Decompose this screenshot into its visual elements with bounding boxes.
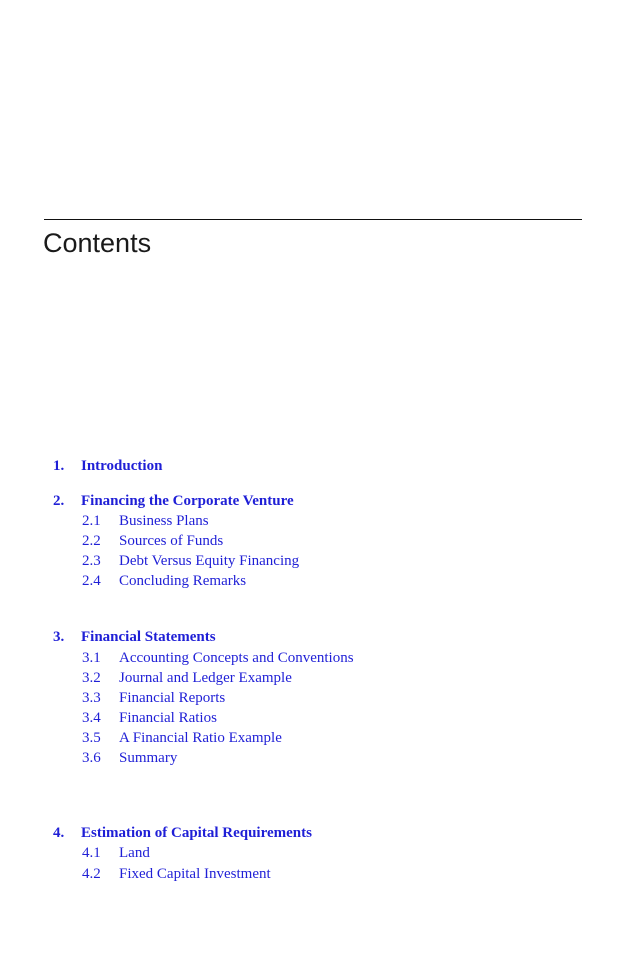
heading-rule <box>44 219 582 220</box>
chapter-title: Introduction <box>81 458 163 474</box>
section-number: 3.6 <box>82 750 101 766</box>
section-number: 3.3 <box>82 690 101 706</box>
chapter-title: Financial Statements <box>81 629 216 645</box>
section-number: 2.4 <box>82 573 101 589</box>
toc-section-3-2[interactable] <box>82 668 292 688</box>
section-title: Debt Versus Equity Financing <box>119 553 300 569</box>
section-number: 4.2 <box>82 866 101 882</box>
section-title: Sources of Funds <box>119 533 224 549</box>
toc-chapter-1[interactable] <box>53 456 162 476</box>
chapter-number: 2. <box>53 493 65 509</box>
section-title: Journal and Ledger Example <box>119 670 292 686</box>
toc-section-4-2[interactable] <box>82 864 271 884</box>
section-number: 2.3 <box>82 553 101 569</box>
toc-section-3-3[interactable] <box>82 688 225 708</box>
section-title: Business Plans <box>119 513 209 529</box>
section-title: Concluding Remarks <box>119 573 247 589</box>
chapter-title: Financing the Corporate Venture <box>81 493 294 509</box>
section-number: 3.2 <box>82 670 101 686</box>
toc-chapter-4[interactable] <box>53 823 312 843</box>
section-number: 4.1 <box>82 845 101 861</box>
section-number: 3.4 <box>82 710 101 726</box>
chapter-number: 4. <box>53 825 65 841</box>
chapter-title: Estimation of Capital Requirements <box>81 825 312 841</box>
toc-section-4-1[interactable] <box>82 843 150 863</box>
toc-section-3-5[interactable] <box>82 728 282 748</box>
toc-section-2-4[interactable] <box>82 571 246 591</box>
section-title: Land <box>119 845 150 861</box>
section-title: Summary <box>119 750 178 766</box>
chapter-number: 3. <box>53 629 65 645</box>
toc-section-2-2[interactable] <box>82 531 223 551</box>
section-number: 2.1 <box>82 513 101 529</box>
section-number: 3.5 <box>82 730 101 746</box>
toc-section-2-1[interactable] <box>82 511 209 531</box>
toc-chapter-2[interactable] <box>53 491 294 511</box>
section-title: A Financial Ratio Example <box>119 730 282 746</box>
chapter-number: 1. <box>53 458 65 474</box>
toc-section-3-1[interactable] <box>82 648 354 668</box>
section-title: Financial Reports <box>119 690 226 706</box>
toc-section-2-3[interactable] <box>82 551 299 571</box>
section-title: Fixed Capital Investment <box>119 866 271 882</box>
contents-heading: Contents <box>43 228 152 258</box>
section-title: Accounting Concepts and Conventions <box>119 650 354 666</box>
section-number: 2.2 <box>82 533 101 549</box>
toc-chapter-3[interactable] <box>53 627 216 647</box>
toc-section-3-4[interactable] <box>82 708 217 728</box>
section-title: Financial Ratios <box>119 710 217 726</box>
section-number: 3.1 <box>82 650 101 666</box>
toc-section-3-6[interactable] <box>82 748 177 768</box>
